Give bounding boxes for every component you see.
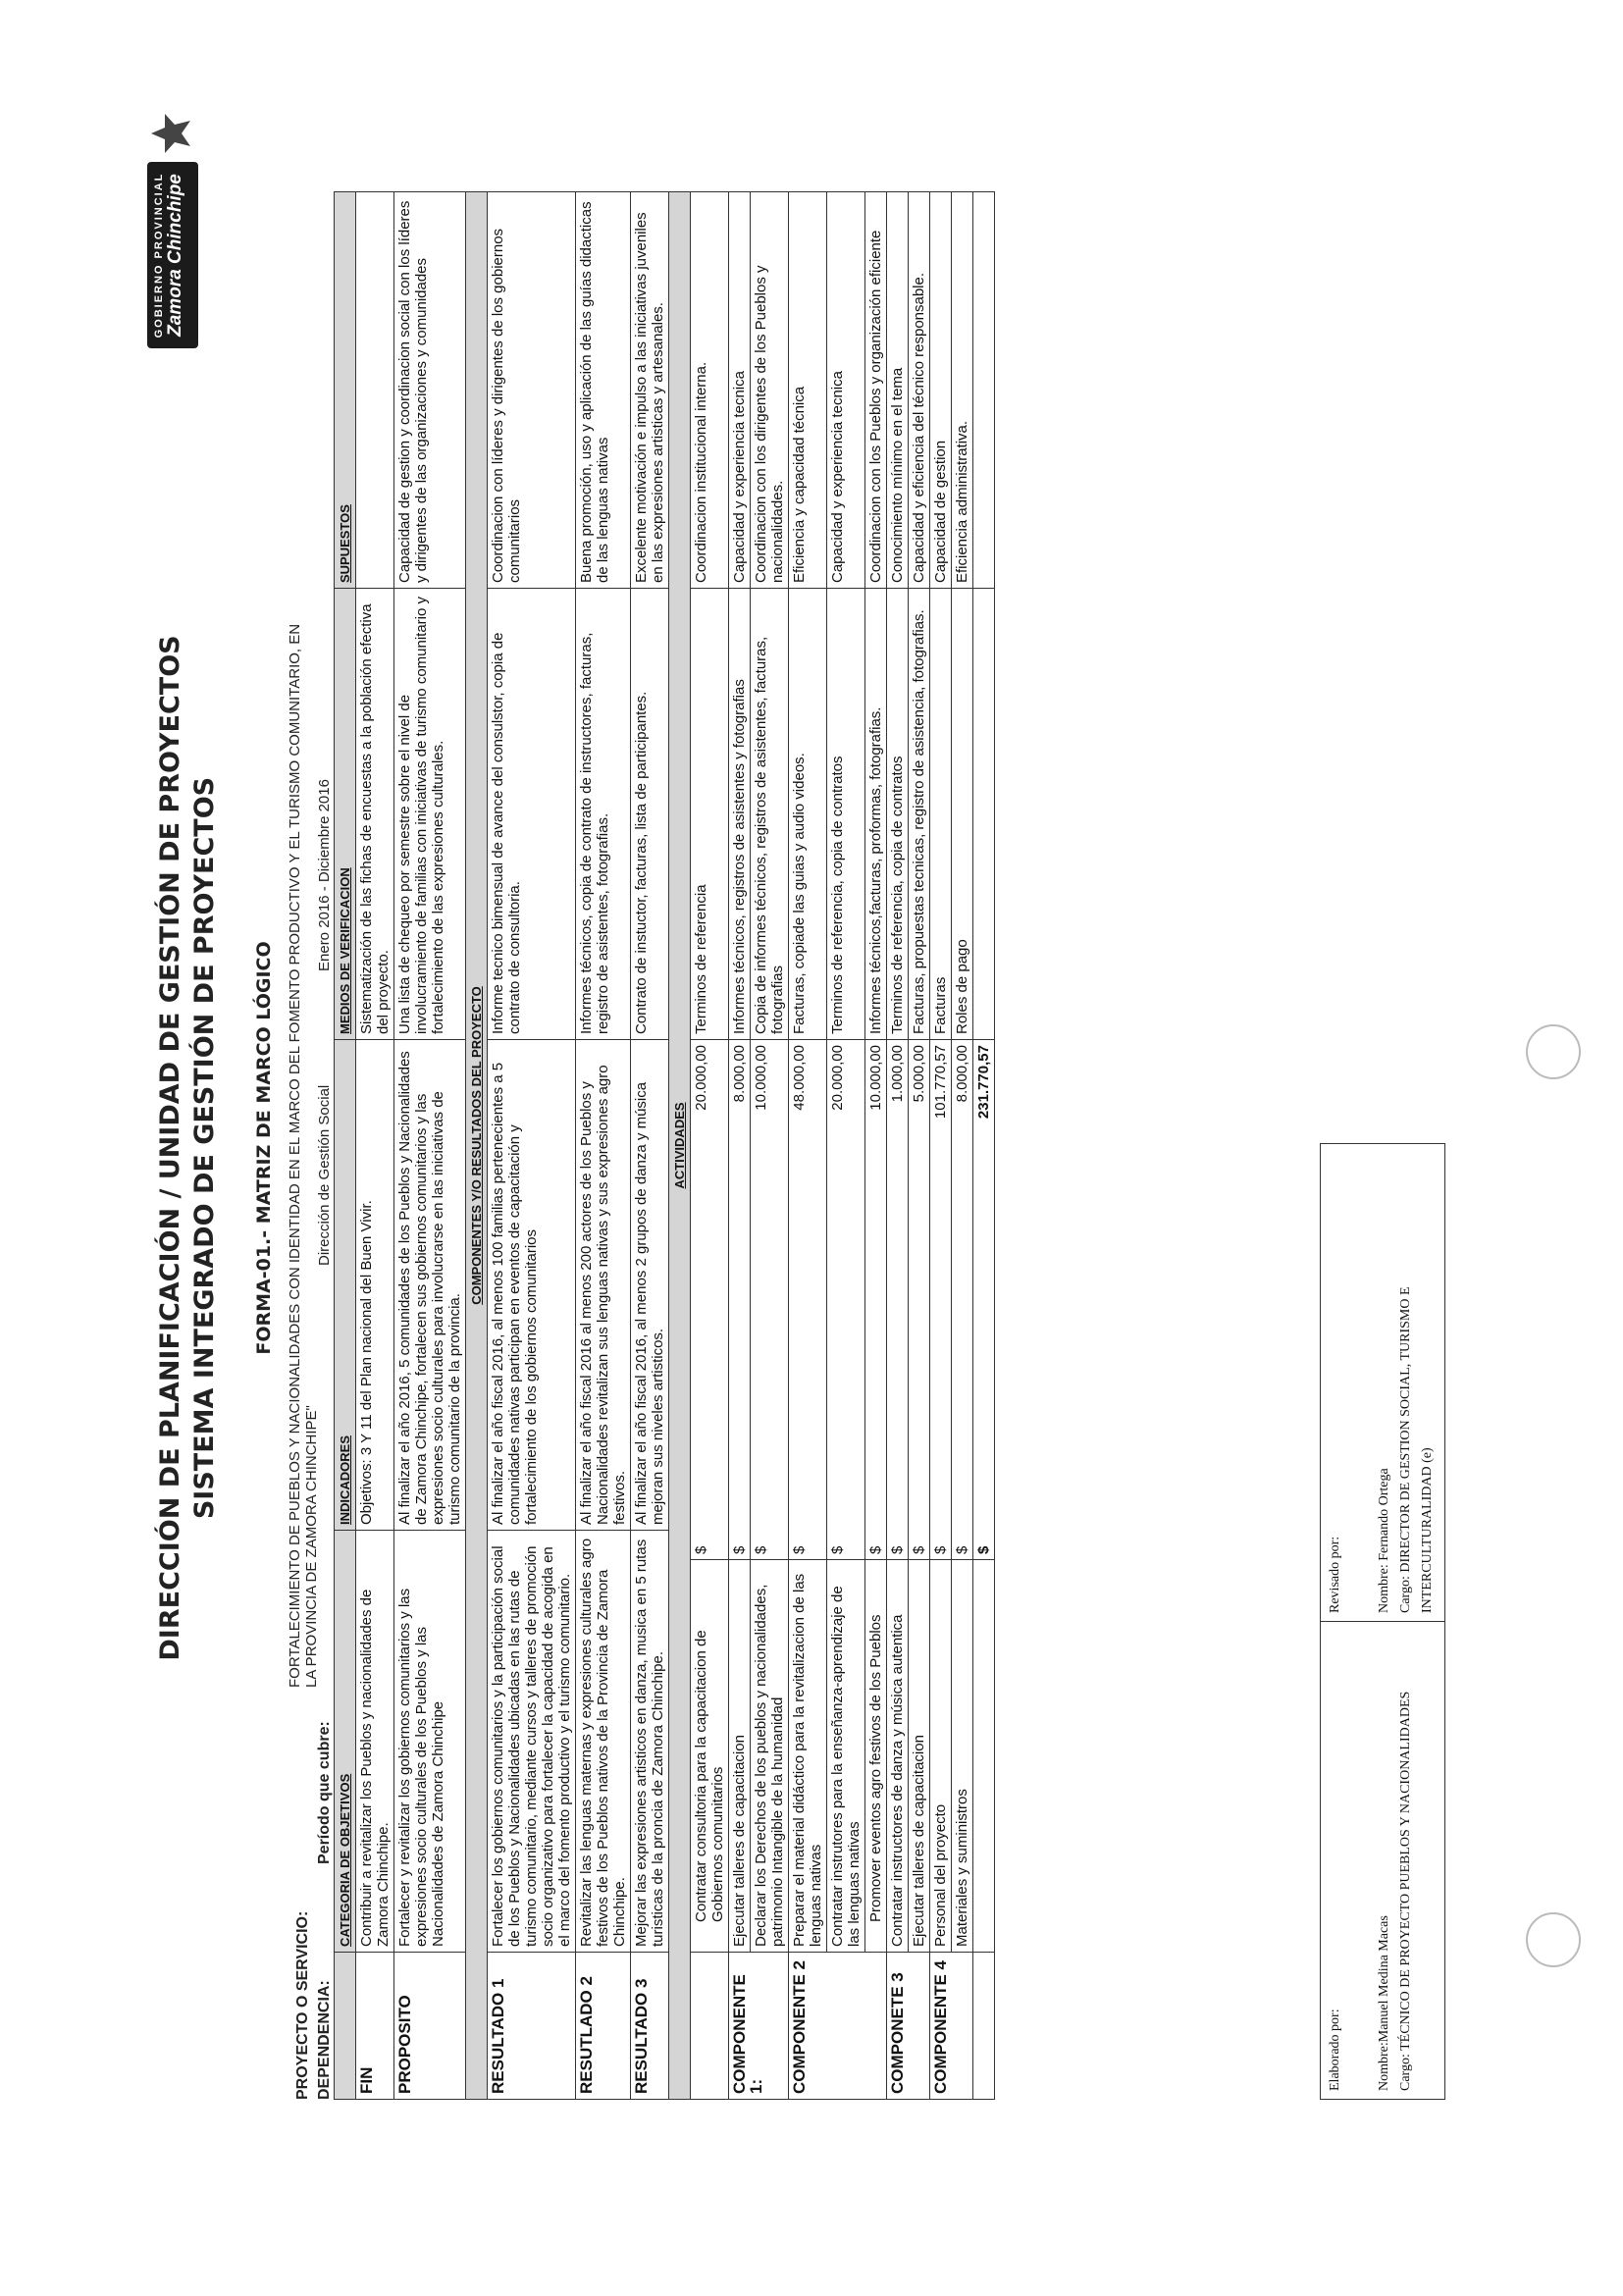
proposito-objective: Fortalecer y revitalizar los gobiernos comunitarios y las expresiones socio culturales de los Pueblos y las Nacionalidades de Zamora Chinchipe	[394, 1531, 466, 1953]
activity-verification: Roles de pago	[952, 589, 973, 1040]
activity-amount: $ 10.000,00	[865, 1040, 887, 1560]
result-verification: Informes técnicos, copia de contrato de instructores, facturas, registro de asistentes, fotografias.	[576, 589, 631, 1040]
punch-hole-mark	[1526, 1912, 1581, 1967]
total-assumption-empty	[973, 192, 995, 589]
activity-verification: Informes técnicos,facturas, proformas, fotografias.	[865, 589, 887, 1040]
result-row	[576, 192, 631, 2100]
activity-assumption: Coordinacion con los Pueblos y organización eficiente	[865, 192, 887, 589]
category-result-1: RESULTADO 1	[488, 1953, 576, 2100]
result-objective: Fortalecer los gobiernos comunitarios y la participación social de los Pueblos y Nacionalidades ubicadas en las rutas de turismo comunitario, mediante cursos y talleres de promoción socio organizativo para fortalecer la capacidad de acogida en el marco del fomento productivo y el turismo comunitario.	[488, 1531, 576, 1953]
signatures-table	[1320, 1143, 1445, 2100]
total-amount: $ 231.770,57	[973, 1040, 995, 1560]
component-3-label: COMPONETE 3	[887, 1953, 930, 2100]
activity-desc: Materiales y suministros	[952, 1560, 973, 1953]
activity-desc: Preparar el material didáctico para la revitalizacion de las lenguas nativas	[789, 1560, 827, 1953]
reviewed-by-label: Revisado por:	[1328, 1536, 1342, 1613]
prepared-by-name: Nombre:Manuel Medina Macas	[1377, 1915, 1391, 2091]
category-result-3: RESULTADO 3	[631, 1953, 669, 2100]
activity-amount: $ 20.000,00	[827, 1040, 865, 1560]
activity-row	[952, 192, 973, 2100]
result-indicator: Al finalizar el año fiscal 2016 al menos 200 actores de los Pueblos y Nacionalidades revitalizan sus lenguas nativas y sus expresiones agro festivos.	[576, 1040, 631, 1531]
activity-amount: $ 20.000,00	[691, 1040, 729, 1560]
activity-verification: Facturas, copiade las guias y audio videos.	[789, 589, 827, 1040]
activity-assumption: Coordinacion con los dirigentes de los Pueblos y nacionalidades.	[751, 192, 789, 589]
category-proposito: PROPOSITO	[394, 1953, 466, 2100]
activity-assumption: Conocimiento mínimo en el tema	[887, 192, 909, 589]
punch-hole-mark	[1526, 1024, 1581, 1079]
result-assumption: Buena promoción, uso y aplicación de las guías didacticas de las lenguas nativas	[576, 192, 631, 589]
activity-row	[729, 192, 751, 2100]
component-2-label: COMPONENTE 2	[789, 1953, 887, 2100]
logical-framework-table	[334, 191, 995, 2100]
activity-amount: $ 8.000,00	[952, 1040, 973, 1560]
total-empty	[973, 1953, 995, 2100]
activity-row	[887, 192, 909, 2100]
activity-amount: $ 48.000,00	[789, 1040, 827, 1560]
result-verification: Informe tecnico bimensual de avance del consulstor, copia de contrato de consultoria.	[488, 589, 576, 1040]
activity-row	[930, 192, 952, 2100]
result-row	[631, 192, 669, 2100]
activity-row	[751, 192, 789, 2100]
result-objective: Revitalizar las lenguas maternas y expresiones culturales agro festivos de los Pueblos nativos de la Provincia de Zamora Chinchipe.	[576, 1531, 631, 1953]
activity-assumption: Capacidad de gestion	[930, 192, 952, 589]
activity-verification: Terminos de referencia	[691, 589, 729, 1040]
activity-desc: Ejecutar talleres de capacitacion	[909, 1560, 930, 1953]
activity-verification: Terminos de referencia, copia de contratos	[827, 589, 865, 1040]
activity-desc: Personal del proyecto	[930, 1560, 952, 1953]
result-row	[488, 192, 576, 2100]
component-4-label: COMPONENTE 4	[930, 1953, 973, 2100]
activity-row	[691, 192, 729, 2100]
header-verification: MEDIOS DE VERIFICACION	[335, 589, 356, 1040]
logo-top-text: GOBIERNO PROVINCIAL	[153, 172, 165, 339]
header-objectives: CATEGORIA DE OBJETIVOS	[335, 1531, 356, 1953]
period-value: Enero 2016 - Diciembre 2016	[316, 779, 333, 971]
activity-verification: Terminos de referencia, copia de contratos	[887, 589, 909, 1040]
logo-name: Zamora Chinchipe	[165, 174, 185, 337]
total-row	[973, 192, 995, 2100]
result-assumption: Excelente motivación e impulso a las iniciativas juveniles en las expresiones artisticas y artesanales.	[631, 192, 669, 589]
fin-objective: Contribuir a revitalizar los Pueblos y nacionalidades de Zamora Chinchipe.	[356, 1531, 394, 1953]
reviewed-by-position: Cargo: DIRECTOR DE GESTION SOCIAL, TURISMO E INTERCULTURALIDAD (e)	[1398, 1286, 1435, 1613]
project-value: FORTALECIMIENTO DE PUEBLOS Y NACIONALIDADES CON IDENTIDAD EN EL MARCO DEL FOMENTO PRODUCTIVO Y EL TURISMO COMUNITARIO, EN LA PROVINCIA DE ZAMORA CHINCHIPE"	[287, 623, 320, 1688]
fin-indicator: Objetivos: 3 Y 11 del Plan nacional del Buen Vivir.	[356, 1040, 394, 1531]
result-objective: Mejorar las expresiones artisticos en danza, musica en 5 rutas turisticas de la proncia de Zamora Chinchipe.	[631, 1531, 669, 1953]
header-assumptions: SUPUESTOS	[335, 192, 356, 589]
period-label: Período que cubre:	[316, 1721, 333, 1864]
proposito-verification: Una lista de chequeo por semestre sobre el nivel de involucramiento de familias con iniciativas de turismo comunitario y fortalecimiento de las expresiones culturales.	[394, 589, 466, 1040]
total-verification-empty	[973, 589, 995, 1040]
activity-amount: $ 1.000,00	[887, 1040, 909, 1560]
activity-verification: Informes técnicos, registros de asistentes y fotografias	[729, 589, 751, 1040]
activity-desc: Ejecutar talleres de capacitacion	[729, 1560, 751, 1953]
activity-amount: $ 101.770,57	[930, 1040, 952, 1560]
prepared-by-cell	[1321, 1622, 1445, 2100]
reviewed-by-cell	[1321, 1144, 1445, 1622]
result-verification: Contrato de instuctor, facturas, lista de participantes.	[631, 589, 669, 1040]
activity-assumption: Eficiencia y capacidad técnica	[789, 192, 827, 589]
dependency-value: Dirección de Gestión Social	[316, 1084, 333, 1266]
components-band-label: COMPONENTES Y/O RESULTADOS DEL PROYECTO	[466, 192, 488, 2100]
activity-row	[789, 192, 827, 2100]
form-title: FORMA-01.- MATRIZ DE MARCO LÓGICO	[253, 941, 275, 1355]
proposito-row	[394, 192, 466, 2100]
category-fin: FIN	[356, 1953, 394, 2100]
project-label: PROYECTO O SERVICIO:	[294, 1910, 311, 2100]
component-1-label: COMPONENTE 1:	[729, 1953, 789, 2100]
activity-amount: $ 8.000,00	[729, 1040, 751, 1560]
activity-verification: Facturas, propuestas tecnicas, registro de asistencia, fotografias.	[909, 589, 930, 1040]
activity-row	[827, 192, 865, 2100]
activity-row	[909, 192, 930, 2100]
fin-assumption	[356, 192, 394, 589]
activity-assumption: Capacidad y eficiencia del técnico responsable.	[909, 192, 930, 589]
proposito-indicator: Al finalizar el año 2016, 5 comunidades de los Pueblos y Nacionalidades de Zamora Chinchipe, fortalecen sus gobiernos comunitarios y las expresiones socio culturales para involucrarse en las iniciativas de turismo comunitario de la provincia.	[394, 1040, 466, 1531]
activity-amount: $ 5.000,00	[909, 1040, 930, 1560]
result-assumption: Coordinacion con líderes y dirigentes de los gobiernos comunitarios	[488, 192, 576, 589]
result-indicator: Al finalizar el año fiscal 2016, al menos 100 familias pertenecientes a 5 comunidades nativas participan en eventos de capacitación y fortalecimiento de los gobiernos comunitarios	[488, 1040, 576, 1531]
activity-verification: Copia de informes técnicos, registros de asistentes, facturas, fotografias	[751, 589, 789, 1040]
activity-desc: Contratar instrutores para la enseñanza-aprendizaje de las lenguas nativas	[827, 1560, 865, 1953]
activity-component	[691, 1953, 729, 2100]
header-title: DIRECCIÓN DE PLANIFICACIÓN / UNIDAD DE GESTIÓN DE PROYECTOS	[155, 635, 185, 1661]
header-indicators: INDICADORES	[335, 1040, 356, 1531]
activity-verification: Facturas	[930, 589, 952, 1040]
activity-desc: Contratar instructores de danza y música autentica	[887, 1560, 909, 1953]
activity-desc: Promover eventos agro festivos de los Pueblos	[865, 1560, 887, 1953]
activity-amount: $ 10.000,00	[751, 1040, 789, 1560]
activities-band-label: ACTIVIDADES	[669, 192, 691, 2100]
activity-assumption: Capacidad y experiencia tecnica	[729, 192, 751, 589]
header-subtitle: SISTEMA INTEGRADO DE GESTIÓN DE PROYECTOS	[189, 776, 220, 1520]
category-result-2: RESUTLADO 2	[576, 1953, 631, 2100]
components-band	[466, 192, 488, 2100]
total-desc-empty	[973, 1560, 995, 1953]
prepared-by-label: Elaborado por:	[1328, 2009, 1342, 2091]
fin-verification: Sistematización de las fichas de encuestas a la población efectiva del proyecto.	[356, 589, 394, 1040]
activity-desc: Contratar consultoria para la capacitacion de Gobiernos comunitarios	[691, 1560, 729, 1953]
dependency-label: DEPENDENCIA:	[316, 1980, 333, 2100]
activity-row	[865, 192, 887, 2100]
fin-row	[356, 192, 394, 2100]
prepared-by-position: Cargo: TÉCNICO DE PROYECTO PUEBLOS Y NACIONALIDADES	[1398, 1691, 1413, 2091]
reviewed-by-name: Nombre: Fernando Ortega	[1377, 1468, 1391, 1613]
activities-band	[669, 192, 691, 2100]
result-indicator: Al finalizar el año fiscal 2016, al menos 2 grupos de danza y música mejoran sus niveles artisticos.	[631, 1040, 669, 1531]
activity-desc: Declarar los Derechos de los pueblos y nacionalidades, patrimonio Intangible de la humanidad	[751, 1560, 789, 1953]
proposito-assumption: Capacidad de gestion y coordinacion social con los líderes y dirigentes de las organizaciones y comunidades	[394, 192, 466, 589]
activity-assumption: Capacidad y experiencia tecnica	[827, 192, 865, 589]
header-empty	[335, 1953, 356, 2100]
activity-assumption: Coordinacion institucional interna.	[691, 192, 729, 589]
activity-assumption: Eficiencia administrativa.	[952, 192, 973, 589]
